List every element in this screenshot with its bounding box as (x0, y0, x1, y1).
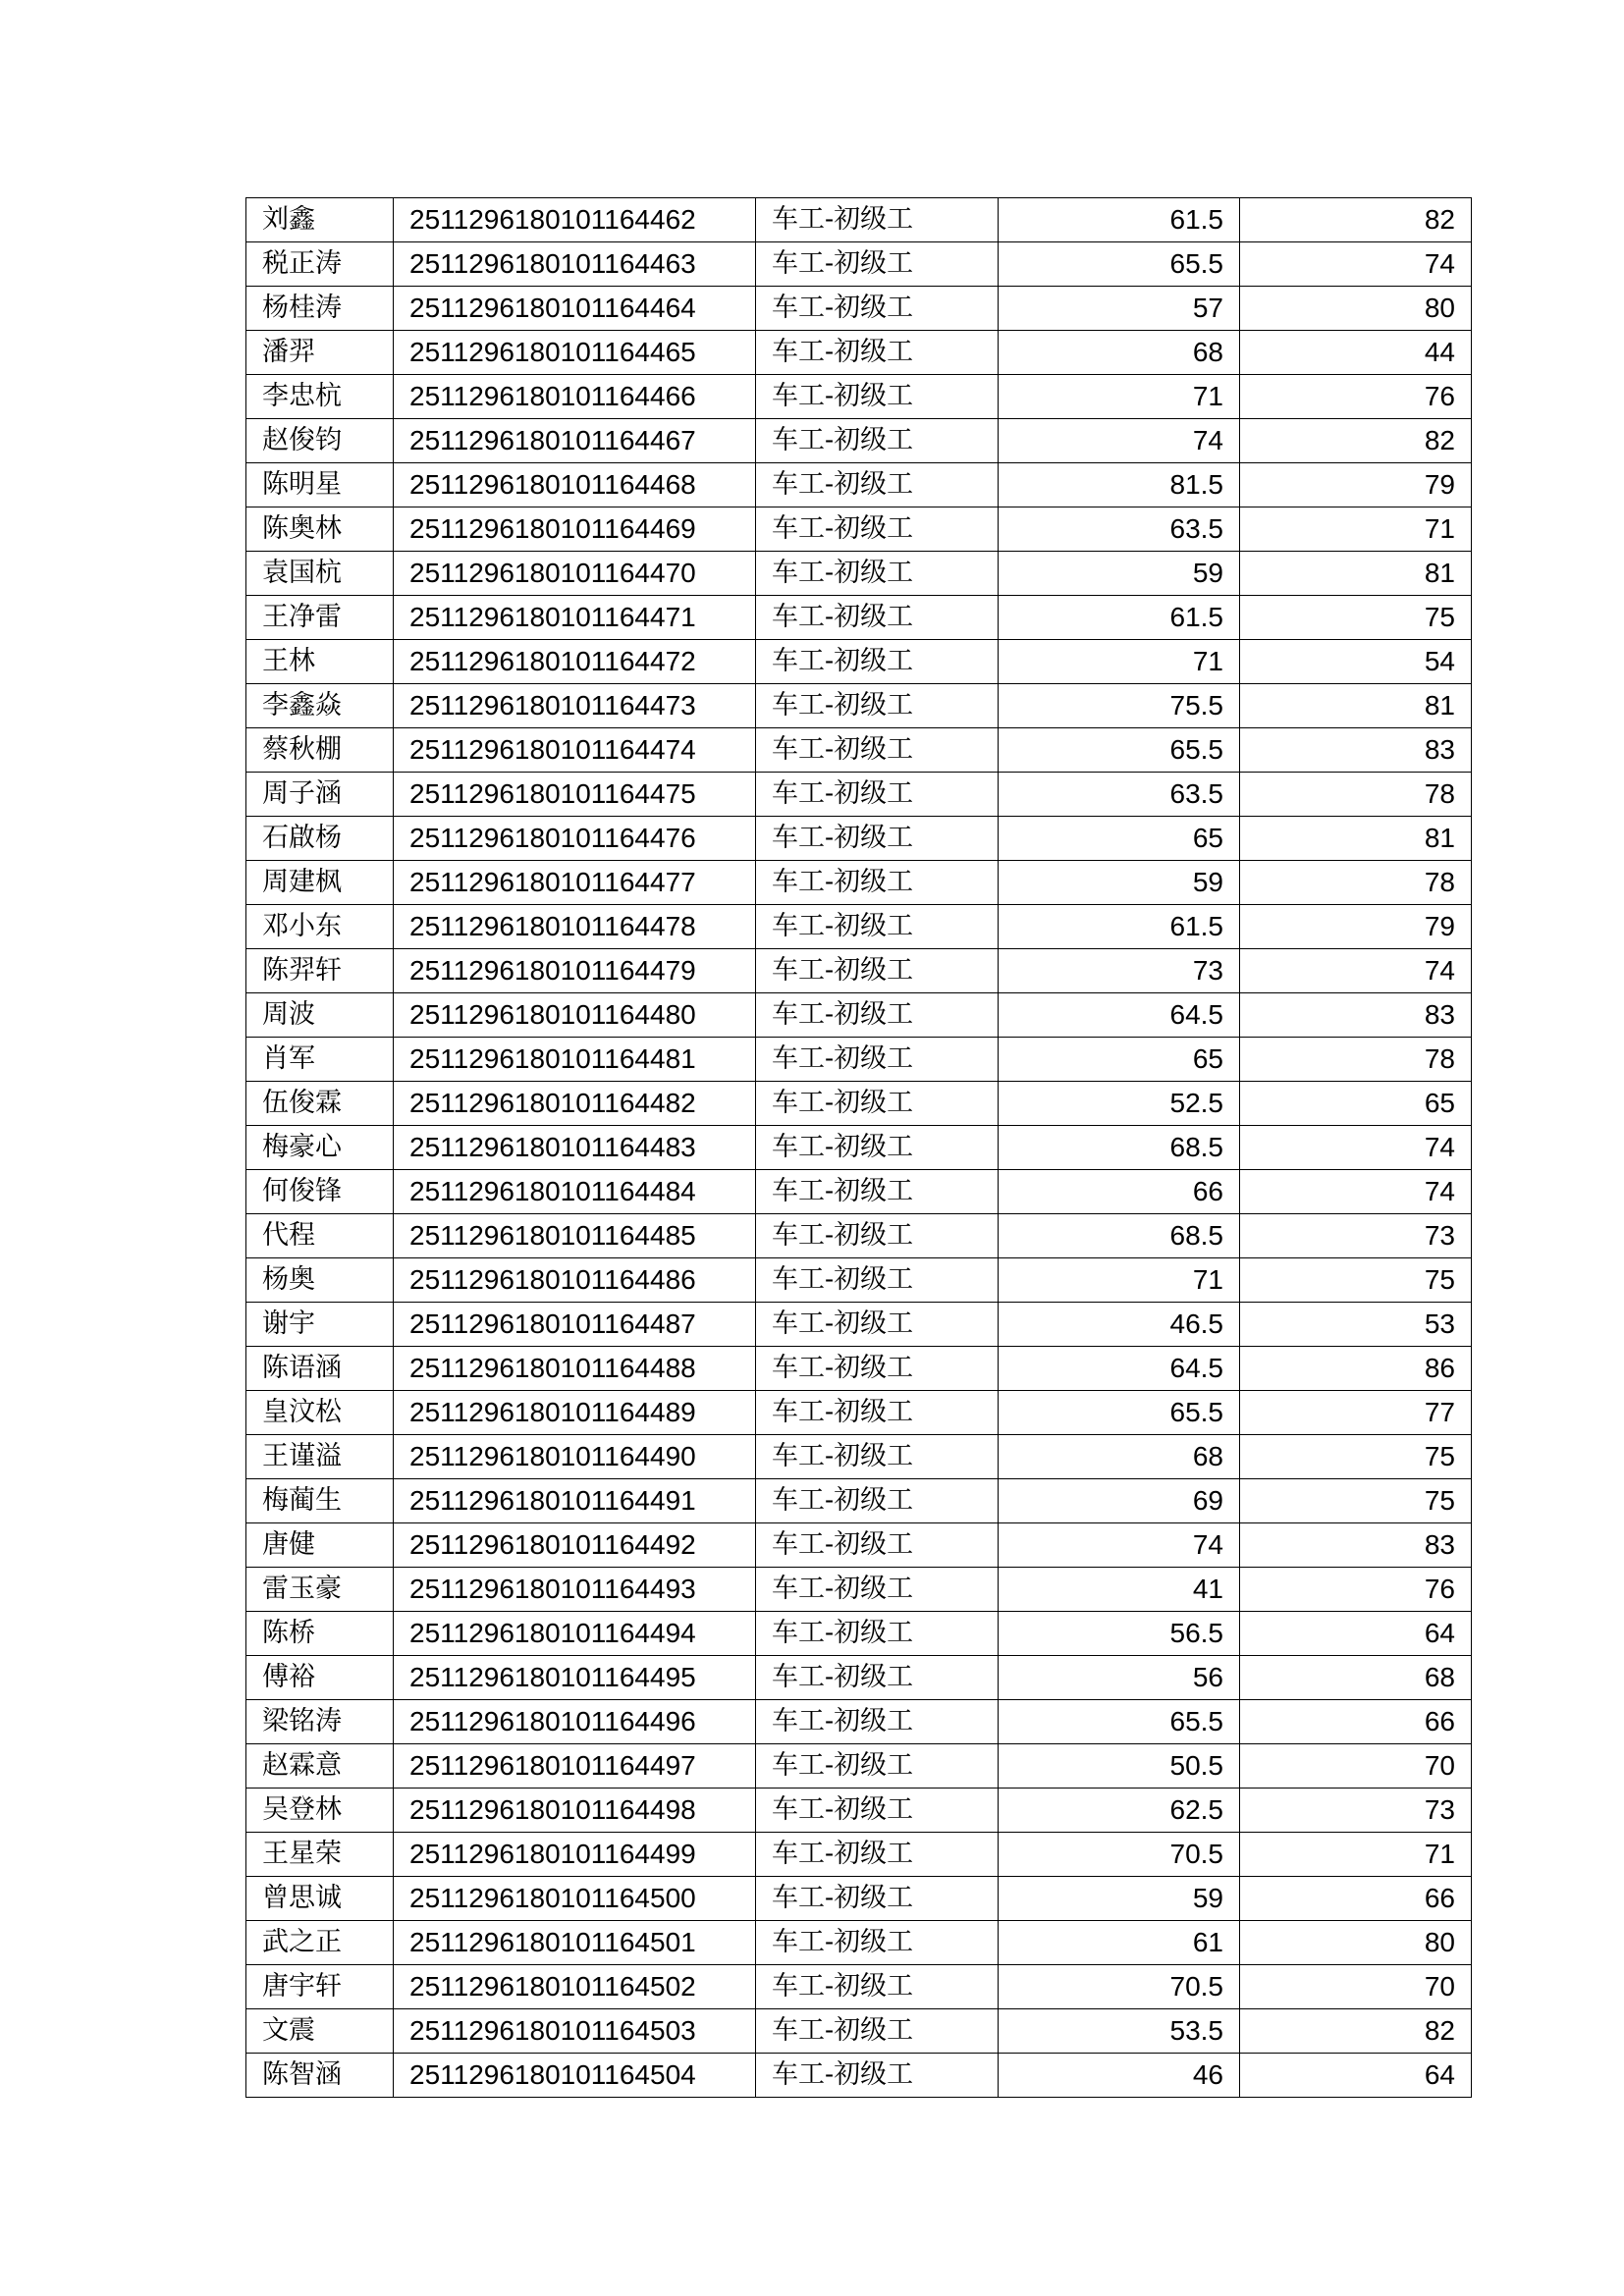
practical-score-cell: 74 (1240, 242, 1472, 287)
practical-score-cell: 75 (1240, 596, 1472, 640)
practical-score-cell: 77 (1240, 1391, 1472, 1435)
table-row (246, 507, 1472, 552)
candidate-name-cell: 杨奥 (246, 1258, 394, 1303)
score-table-body (246, 198, 1472, 2098)
candidate-id-cell: 2511296180101164478 (394, 905, 756, 949)
theory-score-cell: 41 (999, 1568, 1240, 1612)
theory-score-cell: 65 (999, 1038, 1240, 1082)
theory-score-cell: 69 (999, 1479, 1240, 1523)
candidate-id-cell: 2511296180101164468 (394, 463, 756, 507)
job-level-cell: 车工-初级工 (756, 905, 999, 949)
candidate-name-cell: 皇汶松 (246, 1391, 394, 1435)
candidate-name-cell: 陈桥 (246, 1612, 394, 1656)
table-row (246, 1435, 1472, 1479)
job-level-cell: 车工-初级工 (756, 1038, 999, 1082)
theory-score-cell: 63.5 (999, 507, 1240, 552)
job-level-cell: 车工-初级工 (756, 1877, 999, 1921)
candidate-id-cell: 2511296180101164489 (394, 1391, 756, 1435)
theory-score-cell: 59 (999, 861, 1240, 905)
practical-score-cell: 64 (1240, 1612, 1472, 1656)
candidate-name-cell: 税正涛 (246, 242, 394, 287)
candidate-name-cell: 陈羿轩 (246, 949, 394, 993)
theory-score-cell: 61.5 (999, 198, 1240, 242)
practical-score-cell: 71 (1240, 507, 1472, 552)
candidate-name-cell: 曾思诚 (246, 1877, 394, 1921)
candidate-name-cell: 蔡秋棚 (246, 728, 394, 773)
candidate-id-cell: 2511296180101164470 (394, 552, 756, 596)
job-level-cell: 车工-初级工 (756, 1921, 999, 1965)
candidate-name-cell: 何俊锋 (246, 1170, 394, 1214)
candidate-id-cell: 2511296180101164481 (394, 1038, 756, 1082)
candidate-id-cell: 2511296180101164483 (394, 1126, 756, 1170)
table-row (246, 1523, 1472, 1568)
table-row (246, 463, 1472, 507)
theory-score-cell: 53.5 (999, 2009, 1240, 2054)
candidate-name-cell: 唐宇轩 (246, 1965, 394, 2009)
job-level-cell: 车工-初级工 (756, 463, 999, 507)
candidate-name-cell: 李忠杭 (246, 375, 394, 419)
practical-score-cell: 86 (1240, 1347, 1472, 1391)
candidate-id-cell: 2511296180101164477 (394, 861, 756, 905)
practical-score-cell: 82 (1240, 198, 1472, 242)
theory-score-cell: 65.5 (999, 1391, 1240, 1435)
table-row (246, 1126, 1472, 1170)
candidate-name-cell: 周建枫 (246, 861, 394, 905)
practical-score-cell: 66 (1240, 1877, 1472, 1921)
candidate-name-cell: 陈智涵 (246, 2054, 394, 2098)
theory-score-cell: 68.5 (999, 1126, 1240, 1170)
job-level-cell: 车工-初级工 (756, 1126, 999, 1170)
practical-score-cell: 82 (1240, 2009, 1472, 2054)
theory-score-cell: 52.5 (999, 1082, 1240, 1126)
table-row (246, 684, 1472, 728)
candidate-name-cell: 邓小东 (246, 905, 394, 949)
theory-score-cell: 70.5 (999, 1833, 1240, 1877)
table-row (246, 1479, 1472, 1523)
candidate-name-cell: 唐健 (246, 1523, 394, 1568)
candidate-id-cell: 2511296180101164485 (394, 1214, 756, 1258)
practical-score-cell: 65 (1240, 1082, 1472, 1126)
table-row (246, 552, 1472, 596)
candidate-id-cell: 2511296180101164496 (394, 1700, 756, 1744)
candidate-id-cell: 2511296180101164474 (394, 728, 756, 773)
job-level-cell: 车工-初级工 (756, 1965, 999, 2009)
theory-score-cell: 46 (999, 2054, 1240, 2098)
candidate-id-cell: 2511296180101164495 (394, 1656, 756, 1700)
candidate-id-cell: 2511296180101164471 (394, 596, 756, 640)
candidate-id-cell: 2511296180101164494 (394, 1612, 756, 1656)
candidate-name-cell: 伍俊霖 (246, 1082, 394, 1126)
theory-score-cell: 66 (999, 1170, 1240, 1214)
candidate-name-cell: 雷玉豪 (246, 1568, 394, 1612)
candidate-id-cell: 2511296180101164465 (394, 331, 756, 375)
job-level-cell: 车工-初级工 (756, 684, 999, 728)
candidate-id-cell: 2511296180101164472 (394, 640, 756, 684)
theory-score-cell: 73 (999, 949, 1240, 993)
theory-score-cell: 61.5 (999, 905, 1240, 949)
practical-score-cell: 79 (1240, 463, 1472, 507)
job-level-cell: 车工-初级工 (756, 1612, 999, 1656)
practical-score-cell: 78 (1240, 1038, 1472, 1082)
table-row (246, 331, 1472, 375)
job-level-cell: 车工-初级工 (756, 198, 999, 242)
practical-score-cell: 53 (1240, 1303, 1472, 1347)
theory-score-cell: 74 (999, 1523, 1240, 1568)
candidate-id-cell: 2511296180101164479 (394, 949, 756, 993)
table-row (246, 1170, 1472, 1214)
job-level-cell: 车工-初级工 (756, 596, 999, 640)
job-level-cell: 车工-初级工 (756, 1435, 999, 1479)
theory-score-cell: 71 (999, 375, 1240, 419)
practical-score-cell: 78 (1240, 861, 1472, 905)
candidate-name-cell: 陈明星 (246, 463, 394, 507)
job-level-cell: 车工-初级工 (756, 1347, 999, 1391)
table-row (246, 2009, 1472, 2054)
table-row (246, 1347, 1472, 1391)
practical-score-cell: 70 (1240, 1965, 1472, 2009)
candidate-id-cell: 2511296180101164462 (394, 198, 756, 242)
job-level-cell: 车工-初级工 (756, 773, 999, 817)
table-row (246, 1258, 1472, 1303)
theory-score-cell: 71 (999, 640, 1240, 684)
theory-score-cell: 65 (999, 817, 1240, 861)
practical-score-cell: 82 (1240, 419, 1472, 463)
practical-score-cell: 70 (1240, 1744, 1472, 1789)
job-level-cell: 车工-初级工 (756, 552, 999, 596)
practical-score-cell: 75 (1240, 1435, 1472, 1479)
candidate-name-cell: 杨桂涛 (246, 287, 394, 331)
practical-score-cell: 64 (1240, 2054, 1472, 2098)
candidate-name-cell: 石啟杨 (246, 817, 394, 861)
table-row (246, 905, 1472, 949)
candidate-id-cell: 2511296180101164492 (394, 1523, 756, 1568)
theory-score-cell: 57 (999, 287, 1240, 331)
job-level-cell: 车工-初级工 (756, 1258, 999, 1303)
table-row (246, 2054, 1472, 2098)
job-level-cell: 车工-初级工 (756, 242, 999, 287)
candidate-id-cell: 2511296180101164473 (394, 684, 756, 728)
theory-score-cell: 68.5 (999, 1214, 1240, 1258)
job-level-cell: 车工-初级工 (756, 419, 999, 463)
candidate-name-cell: 王净雷 (246, 596, 394, 640)
candidate-id-cell: 2511296180101164464 (394, 287, 756, 331)
table-row (246, 1789, 1472, 1833)
candidate-id-cell: 2511296180101164487 (394, 1303, 756, 1347)
theory-score-cell: 65.5 (999, 1700, 1240, 1744)
practical-score-cell: 44 (1240, 331, 1472, 375)
candidate-id-cell: 2511296180101164484 (394, 1170, 756, 1214)
candidate-id-cell: 2511296180101164486 (394, 1258, 756, 1303)
job-level-cell: 车工-初级工 (756, 2054, 999, 2098)
theory-score-cell: 59 (999, 1877, 1240, 1921)
candidate-name-cell: 李鑫焱 (246, 684, 394, 728)
job-level-cell: 车工-初级工 (756, 507, 999, 552)
table-row (246, 1303, 1472, 1347)
theory-score-cell: 56.5 (999, 1612, 1240, 1656)
theory-score-cell: 68 (999, 331, 1240, 375)
table-row (246, 1700, 1472, 1744)
table-row (246, 242, 1472, 287)
theory-score-cell: 74 (999, 419, 1240, 463)
theory-score-cell: 71 (999, 1258, 1240, 1303)
practical-score-cell: 74 (1240, 949, 1472, 993)
job-level-cell: 车工-初级工 (756, 949, 999, 993)
practical-score-cell: 68 (1240, 1656, 1472, 1700)
practical-score-cell: 74 (1240, 1170, 1472, 1214)
candidate-id-cell: 2511296180101164491 (394, 1479, 756, 1523)
candidate-id-cell: 2511296180101164463 (394, 242, 756, 287)
candidate-name-cell: 武之正 (246, 1921, 394, 1965)
candidate-id-cell: 2511296180101164504 (394, 2054, 756, 2098)
candidate-id-cell: 2511296180101164499 (394, 1833, 756, 1877)
practical-score-cell: 81 (1240, 684, 1472, 728)
theory-score-cell: 50.5 (999, 1744, 1240, 1789)
candidate-id-cell: 2511296180101164497 (394, 1744, 756, 1789)
table-row (246, 1656, 1472, 1700)
candidate-name-cell: 刘鑫 (246, 198, 394, 242)
job-level-cell: 车工-初级工 (756, 861, 999, 905)
candidate-name-cell: 潘羿 (246, 331, 394, 375)
theory-score-cell: 46.5 (999, 1303, 1240, 1347)
candidate-name-cell: 赵俊钧 (246, 419, 394, 463)
candidate-name-cell: 谢宇 (246, 1303, 394, 1347)
job-level-cell: 车工-初级工 (756, 1744, 999, 1789)
job-level-cell: 车工-初级工 (756, 1523, 999, 1568)
candidate-id-cell: 2511296180101164501 (394, 1921, 756, 1965)
table-row (246, 640, 1472, 684)
table-row (246, 1082, 1472, 1126)
theory-score-cell: 61.5 (999, 596, 1240, 640)
candidate-name-cell: 陈语涵 (246, 1347, 394, 1391)
candidate-name-cell: 王林 (246, 640, 394, 684)
theory-score-cell: 70.5 (999, 1965, 1240, 2009)
practical-score-cell: 71 (1240, 1833, 1472, 1877)
candidate-id-cell: 2511296180101164498 (394, 1789, 756, 1833)
theory-score-cell: 61 (999, 1921, 1240, 1965)
candidate-id-cell: 2511296180101164500 (394, 1877, 756, 1921)
candidate-id-cell: 2511296180101164490 (394, 1435, 756, 1479)
score-table (245, 197, 1472, 2098)
job-level-cell: 车工-初级工 (756, 1303, 999, 1347)
practical-score-cell: 76 (1240, 1568, 1472, 1612)
candidate-name-cell: 周子涵 (246, 773, 394, 817)
practical-score-cell: 75 (1240, 1258, 1472, 1303)
job-level-cell: 车工-初级工 (756, 640, 999, 684)
candidate-name-cell: 陈奥林 (246, 507, 394, 552)
table-row (246, 1921, 1472, 1965)
table-row (246, 773, 1472, 817)
job-level-cell: 车工-初级工 (756, 1214, 999, 1258)
practical-score-cell: 81 (1240, 552, 1472, 596)
job-level-cell: 车工-初级工 (756, 817, 999, 861)
practical-score-cell: 66 (1240, 1700, 1472, 1744)
candidate-id-cell: 2511296180101164503 (394, 2009, 756, 2054)
theory-score-cell: 81.5 (999, 463, 1240, 507)
theory-score-cell: 59 (999, 552, 1240, 596)
practical-score-cell: 75 (1240, 1479, 1472, 1523)
practical-score-cell: 81 (1240, 817, 1472, 861)
candidate-id-cell: 2511296180101164466 (394, 375, 756, 419)
theory-score-cell: 56 (999, 1656, 1240, 1700)
table-row (246, 596, 1472, 640)
job-level-cell: 车工-初级工 (756, 1789, 999, 1833)
job-level-cell: 车工-初级工 (756, 1479, 999, 1523)
table-row (246, 861, 1472, 905)
candidate-name-cell: 王星荣 (246, 1833, 394, 1877)
table-row (246, 1833, 1472, 1877)
table-row (246, 1612, 1472, 1656)
table-row (246, 1965, 1472, 2009)
job-level-cell: 车工-初级工 (756, 993, 999, 1038)
candidate-name-cell: 肖军 (246, 1038, 394, 1082)
theory-score-cell: 63.5 (999, 773, 1240, 817)
candidate-name-cell: 梅豪心 (246, 1126, 394, 1170)
table-row (246, 817, 1472, 861)
practical-score-cell: 79 (1240, 905, 1472, 949)
candidate-name-cell: 代程 (246, 1214, 394, 1258)
theory-score-cell: 65.5 (999, 728, 1240, 773)
theory-score-cell: 65.5 (999, 242, 1240, 287)
candidate-id-cell: 2511296180101164488 (394, 1347, 756, 1391)
table-row (246, 1568, 1472, 1612)
candidate-id-cell: 2511296180101164469 (394, 507, 756, 552)
job-level-cell: 车工-初级工 (756, 1833, 999, 1877)
practical-score-cell: 74 (1240, 1126, 1472, 1170)
job-level-cell: 车工-初级工 (756, 331, 999, 375)
practical-score-cell: 54 (1240, 640, 1472, 684)
candidate-id-cell: 2511296180101164502 (394, 1965, 756, 2009)
table-row (246, 728, 1472, 773)
table-row (246, 287, 1472, 331)
job-level-cell: 车工-初级工 (756, 728, 999, 773)
table-row (246, 949, 1472, 993)
table-row (246, 1877, 1472, 1921)
theory-score-cell: 75.5 (999, 684, 1240, 728)
table-row (246, 993, 1472, 1038)
theory-score-cell: 64.5 (999, 1347, 1240, 1391)
candidate-id-cell: 2511296180101164475 (394, 773, 756, 817)
table-row (246, 198, 1472, 242)
candidate-name-cell: 文震 (246, 2009, 394, 2054)
job-level-cell: 车工-初级工 (756, 375, 999, 419)
theory-score-cell: 62.5 (999, 1789, 1240, 1833)
job-level-cell: 车工-初级工 (756, 1568, 999, 1612)
candidate-id-cell: 2511296180101164482 (394, 1082, 756, 1126)
job-level-cell: 车工-初级工 (756, 1700, 999, 1744)
practical-score-cell: 83 (1240, 993, 1472, 1038)
candidate-id-cell: 2511296180101164480 (394, 993, 756, 1038)
table-row (246, 1038, 1472, 1082)
practical-score-cell: 83 (1240, 1523, 1472, 1568)
practical-score-cell: 78 (1240, 773, 1472, 817)
candidate-id-cell: 2511296180101164476 (394, 817, 756, 861)
candidate-name-cell: 王谨溢 (246, 1435, 394, 1479)
table-row (246, 1744, 1472, 1789)
theory-score-cell: 64.5 (999, 993, 1240, 1038)
job-level-cell: 车工-初级工 (756, 2009, 999, 2054)
table-row (246, 1214, 1472, 1258)
practical-score-cell: 73 (1240, 1214, 1472, 1258)
practical-score-cell: 80 (1240, 1921, 1472, 1965)
job-level-cell: 车工-初级工 (756, 1082, 999, 1126)
candidate-name-cell: 赵霖意 (246, 1744, 394, 1789)
candidate-name-cell: 傅裕 (246, 1656, 394, 1700)
candidate-name-cell: 周波 (246, 993, 394, 1038)
candidate-name-cell: 梅蔺生 (246, 1479, 394, 1523)
theory-score-cell: 68 (999, 1435, 1240, 1479)
candidate-id-cell: 2511296180101164493 (394, 1568, 756, 1612)
practical-score-cell: 80 (1240, 287, 1472, 331)
candidate-name-cell: 袁国杭 (246, 552, 394, 596)
candidate-id-cell: 2511296180101164467 (394, 419, 756, 463)
table-row (246, 1391, 1472, 1435)
job-level-cell: 车工-初级工 (756, 287, 999, 331)
job-level-cell: 车工-初级工 (756, 1656, 999, 1700)
practical-score-cell: 76 (1240, 375, 1472, 419)
job-level-cell: 车工-初级工 (756, 1391, 999, 1435)
job-level-cell: 车工-初级工 (756, 1170, 999, 1214)
candidate-name-cell: 梁铭涛 (246, 1700, 394, 1744)
table-row (246, 419, 1472, 463)
table-row (246, 375, 1472, 419)
practical-score-cell: 83 (1240, 728, 1472, 773)
practical-score-cell: 73 (1240, 1789, 1472, 1833)
candidate-name-cell: 吴登林 (246, 1789, 394, 1833)
